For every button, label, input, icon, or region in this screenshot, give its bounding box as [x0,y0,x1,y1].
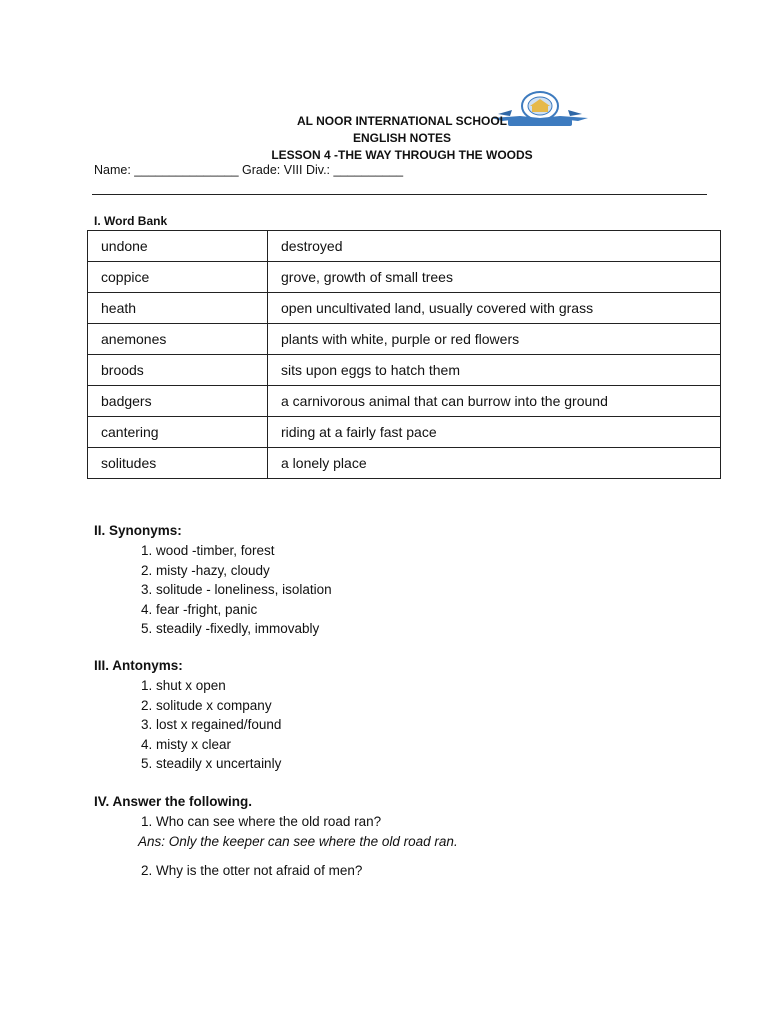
synonyms-title: II. Synonyms: [94,523,182,538]
term-cell: cantering [88,417,268,448]
antonyms-title: III. Antonyms: [94,658,183,673]
table-row [88,386,721,417]
term-cell: badgers [88,386,268,417]
table-row [88,448,721,479]
term-cell: broods [88,355,268,386]
meaning-cell: riding at a fairly fast pace [268,417,721,448]
list-item: 3. lost x regained/found [141,717,282,732]
synonyms-section [94,523,332,639]
list-item: 5. steadily -fixedly, immovably [141,621,320,636]
list-item: 1. wood -timber, forest [141,543,275,558]
answer-1: Ans: Only the keeper can see where the old road ran. [138,833,458,849]
meaning-cell: a carnivorous animal that can burrow into the ground [268,386,721,417]
answers-section [94,794,458,881]
list-item: 2. solitude x company [141,697,272,713]
term-cell: solitudes [88,448,268,479]
word-bank-table [87,230,721,479]
synonyms-list [94,541,332,639]
table-row [88,355,721,386]
antonyms-list [94,676,281,774]
term-cell: anemones [88,324,268,355]
list-item: 3. solitude - loneliness, isolation [141,582,332,597]
answers-title: IV. Answer the following. [94,794,253,809]
table-row [88,324,721,355]
word-bank-title: I. Word Bank [94,214,168,228]
list-item: 2. misty -hazy, cloudy [141,562,270,578]
table-row [88,293,721,324]
table-row [88,262,721,293]
subject-title: ENGLISH NOTES [352,131,451,145]
school-name: AL NOOR INTERNATIONAL SCHOOL [297,114,507,128]
divider [92,194,707,195]
lesson-title: LESSON 4 -THE WAY THROUGH THE WOODS [271,148,533,162]
term-cell: coppice [88,262,268,293]
meaning-cell: open uncultivated land, usually covered with grass [268,293,721,324]
meaning-cell: grove, growth of small trees [268,262,721,293]
name-grade-line: Name: _______________ Grade: VIII Div.: __________ [94,163,404,177]
meaning-cell: plants with white, purple or red flowers [268,324,721,355]
list-item: 1. shut x open [141,678,226,693]
term-cell: heath [88,293,268,324]
list-item: 4. misty x clear [141,736,232,752]
meaning-cell: sits upon eggs to hatch them [268,355,721,386]
document-header [0,113,768,164]
question-1: 1. Who can see where the old road ran? [141,814,382,829]
question-2: 2. Why is the otter not afraid of men? [141,863,363,878]
meaning-cell: destroyed [268,231,721,262]
meaning-cell: a lonely place [268,448,721,479]
list-item: 5. steadily x uncertainly [141,756,282,771]
term-cell: undone [88,231,268,262]
table-row [88,231,721,262]
list-item: 4. fear -fright, panic [141,601,258,617]
answers-list [94,812,458,832]
antonyms-section [94,658,281,774]
table-row [88,417,721,448]
